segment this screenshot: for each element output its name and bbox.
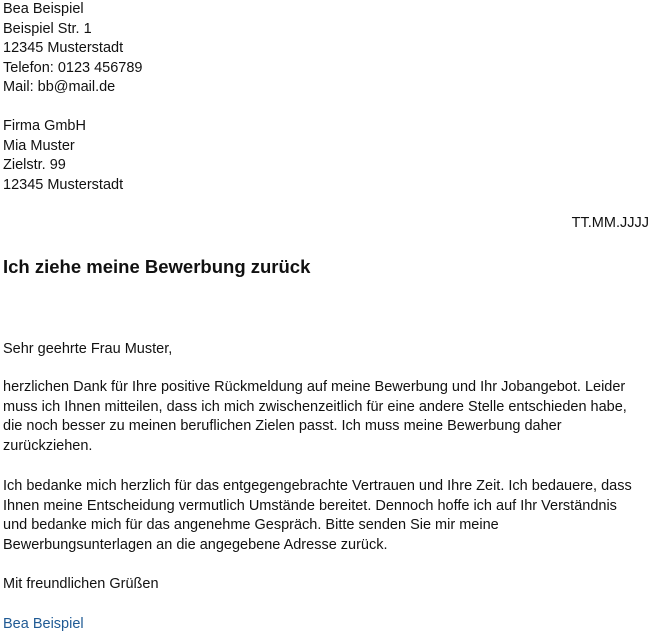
sender-address-block xyxy=(3,0,143,98)
paragraph-line: Bewerbungsunterlagen an die angegebene Adresse zurück. xyxy=(3,536,388,553)
sender-street: Beispiel Str. 1 xyxy=(3,20,92,37)
letter-subject: Ich ziehe meine Bewerbung zurück xyxy=(3,256,311,277)
letter-date: TT.MM.JJJJ xyxy=(571,215,649,231)
body-paragraph-2 xyxy=(3,477,632,555)
recipient-company: Firma GmbH xyxy=(3,118,86,134)
paragraph-line: die noch besser zu meinen beruflichen Zielen passt. Ich muss meine Bewerbung daher xyxy=(3,418,562,435)
paragraph-line: zurückziehen. xyxy=(3,437,93,454)
recipient-city: 12345 Musterstadt xyxy=(3,176,124,193)
recipient-contact: Mia Muster xyxy=(3,137,75,154)
closing-formula: Mit freundlichen Grüßen xyxy=(3,576,159,592)
sender-phone: Telefon: 0123 456789 xyxy=(3,59,143,76)
paragraph-line: herzlichen Dank für Ihre positive Rückmeldung auf meine Bewerbung und Ihr Jobangebot. Leider xyxy=(3,379,626,395)
body-paragraph-1 xyxy=(3,378,627,456)
paragraph-line: muss ich Ihnen mitteilen, dass ich mich zwischenzeitlich für eine andere Stelle entschieden habe, xyxy=(3,398,627,415)
recipient-address-block xyxy=(3,117,123,195)
salutation: Sehr geehrte Frau Muster, xyxy=(3,341,173,357)
paragraph-line: Ich bedanke mich herzlich für das entgegengebrachte Vertrauen und Ihre Zeit. Ich bedauere, dass xyxy=(3,478,632,494)
sender-mail: Mail: bb@mail.de xyxy=(3,79,116,96)
recipient-street: Zielstr. 99 xyxy=(3,157,66,174)
sender-city: 12345 Musterstadt xyxy=(3,40,124,57)
paragraph-line: und bedanke mich für das angenehme Gespräch. Bitte senden Sie mir meine xyxy=(3,517,499,534)
paragraph-line: Ihnen meine Entscheidung vermutlich Umstände bereitet. Dennoch hoffe ich auf Ihr Verständnis xyxy=(3,497,617,514)
signature-name: Bea Beispiel xyxy=(3,616,84,632)
sender-name: Bea Beispiel xyxy=(3,1,84,17)
